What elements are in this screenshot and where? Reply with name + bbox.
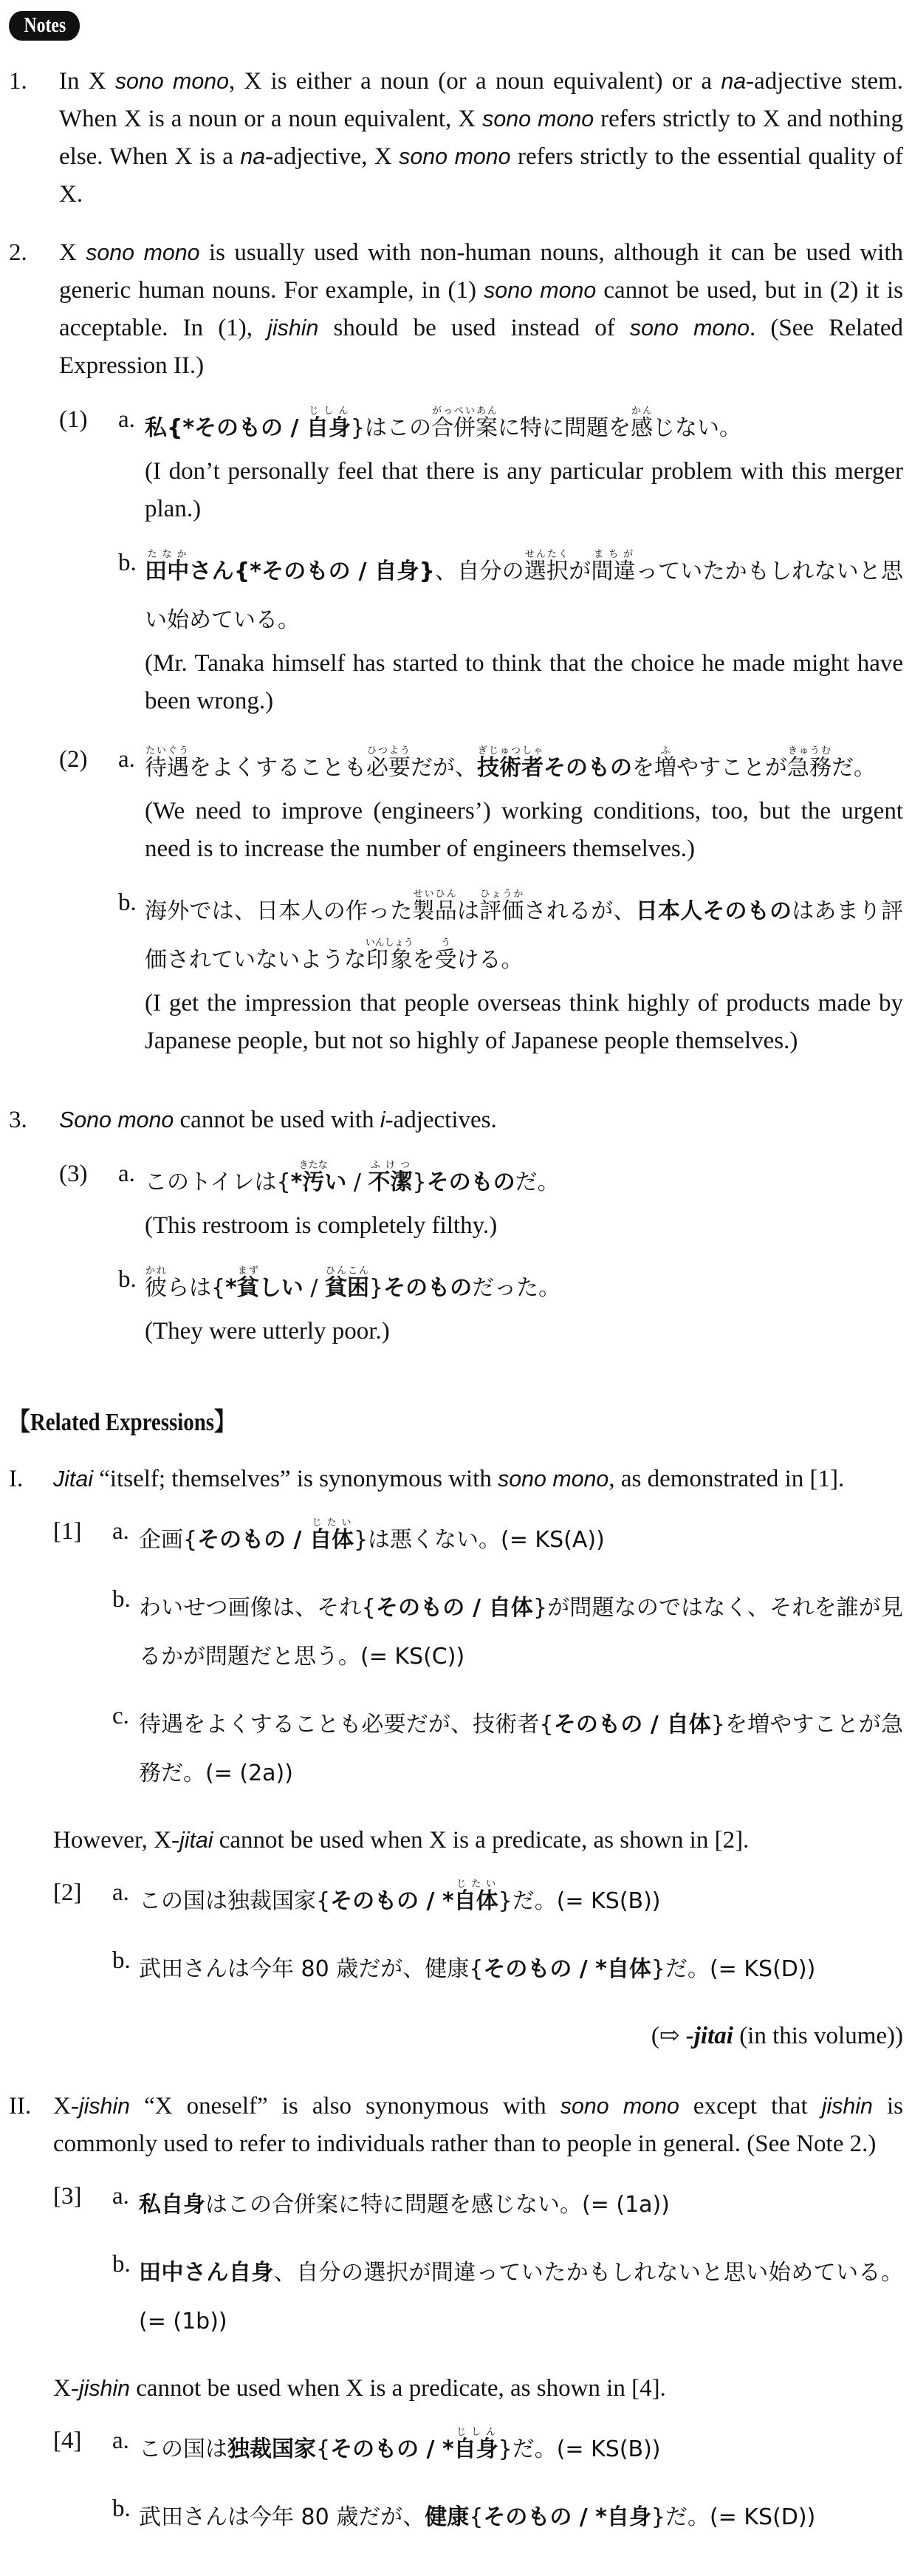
- note-examples: [59, 1155, 903, 1367]
- text-run: 、自分の選択が間違っていたかもしれないと思い始めている。(= (1b)): [139, 2260, 904, 2334]
- furigana: せいひん: [412, 889, 457, 900]
- text-run: はこの合併案に特に問題を感じない。(= (1a)): [205, 2192, 670, 2218]
- text-run: }を増やすことが急務だ。(= (2a)): [139, 1712, 903, 1786]
- example-number: [4]: [53, 2428, 82, 2454]
- english-translation: (I don’t personally feel that there is any particular problem with this merger plan.): [145, 458, 903, 522]
- bold-text: そのもの / 自体: [553, 1712, 711, 1738]
- text-run: -adjectives.: [385, 1107, 497, 1133]
- text-run: , as demonstrated in [1].: [608, 1466, 845, 1492]
- example-letter: b.: [112, 2251, 131, 2278]
- furigana: ひつよう: [366, 745, 411, 756]
- text-run: }: [368, 1275, 384, 1301]
- text-run: わいせつ画像は、それ{: [139, 1595, 376, 1621]
- text-run: is commonly used to refer to individuals rather than to people in general. (See Note 2.): [53, 2093, 904, 2157]
- example-letter: b.: [118, 1266, 137, 1293]
- cross-reference: [53, 2018, 903, 2055]
- text-run: じない。: [653, 415, 741, 441]
- related-text: [53, 2088, 903, 2163]
- example-item: [118, 1261, 903, 1350]
- text-run: 企画{: [139, 1527, 198, 1553]
- example-letter: a.: [112, 1518, 129, 1545]
- text-run: X: [59, 239, 86, 266]
- furigana: ぎじゅつしゃ: [477, 745, 544, 756]
- italic-term: sono mono: [399, 145, 511, 169]
- furigana: まず: [236, 1265, 259, 1277]
- italic-term: sono mono: [498, 1467, 609, 1492]
- note-body: [59, 234, 903, 1081]
- example-content: [139, 2422, 903, 2474]
- text-run: “X oneself” is also synonymous with: [130, 2093, 560, 2119]
- example-content: [139, 1874, 903, 1926]
- italic-term: sono mono: [482, 107, 594, 131]
- note-text: [59, 63, 903, 213]
- bold-text: 私自身: [139, 2192, 205, 2218]
- note-examples: [59, 401, 903, 1076]
- example-item: [112, 2490, 903, 2542]
- italic-term: sono mono: [86, 241, 200, 265]
- text-run: が: [569, 558, 592, 584]
- text-run: should be used instead of: [318, 315, 630, 341]
- japanese-sentence: [139, 2422, 903, 2474]
- english-translation: (We need to improve (engineers’) working conditions, too, but the urgent need is to increase the number of engineers themselves.): [145, 798, 903, 862]
- text-run: }が問題なのではなく、それを誰が見るかが問題だと思う。(= KS(C)): [139, 1595, 903, 1670]
- bold-text: そのもの / *: [330, 2436, 454, 2462]
- text-run: }は悪くない。(= KS(A)): [353, 1527, 605, 1553]
- example-item: [112, 1581, 903, 1681]
- japanese-sentence: [139, 2246, 903, 2346]
- japanese-sentence: [145, 1155, 903, 1207]
- note-item: [9, 234, 903, 1081]
- text-run: refers strictly to the essential quality of X.: [59, 143, 904, 208]
- bold-text: *: [290, 1169, 303, 1195]
- related-expression: [9, 1460, 903, 2074]
- text-run: -adjective, X: [265, 143, 400, 170]
- related-examples: [53, 2422, 903, 2558]
- text-run: X-: [53, 2093, 79, 2119]
- furigana: きゅうむ: [787, 745, 832, 756]
- text-run: この国は: [139, 2436, 227, 2462]
- furigana: う: [434, 937, 457, 949]
- text-run: /: [303, 1275, 325, 1301]
- note-number: 2.: [9, 239, 27, 266]
- related-note: [53, 2370, 903, 2408]
- furigana: ふけつ: [368, 1160, 413, 1171]
- text-run: , X is either a noun (or a noun equivalent) or a: [229, 68, 721, 95]
- bold-text: そのもの /: [197, 1527, 309, 1553]
- notes-badge: Notes: [9, 11, 80, 41]
- text-run: だった。: [472, 1275, 561, 1301]
- ruby-text: 自身じしん: [306, 406, 351, 441]
- ruby-text: 自体じたい: [309, 1517, 354, 1553]
- ruby-text: 不潔ふけつ: [368, 1160, 413, 1195]
- ruby-text: 貧まず: [236, 1265, 259, 1301]
- japanese-sentence: [145, 884, 903, 985]
- example-item: [112, 1942, 903, 1994]
- ruby-text: 合併案がっぺいあん: [431, 406, 498, 441]
- japanese-sentence: [145, 401, 903, 453]
- example-items: [118, 401, 903, 737]
- example-items: [112, 1513, 903, 1814]
- furigana: たなか: [145, 549, 190, 560]
- note-body: [59, 1101, 903, 1371]
- text-run: されるが、: [524, 898, 636, 924]
- text-run: だ。: [832, 755, 876, 781]
- japanese-sentence: [139, 1698, 903, 1798]
- example-letter: b.: [118, 550, 137, 576]
- text-run: refers strictly to X and nothing else. When X is a: [59, 106, 903, 170]
- ruby-text: 印象いんしょう: [365, 937, 414, 973]
- text-run: X-: [53, 2375, 79, 2402]
- text-run: はあまり評価されていないような: [145, 898, 904, 973]
- text-run: を: [632, 755, 654, 781]
- bold-text: 田中さん自身: [139, 2260, 274, 2286]
- japanese-sentence: [139, 2178, 903, 2230]
- furigana: ひんこん: [324, 1265, 369, 1277]
- text-run: except that: [679, 2093, 822, 2119]
- japanese-sentence: [139, 1513, 903, 1565]
- example-letter: b.: [118, 889, 137, 916]
- italic-term: jishin: [821, 2094, 873, 2119]
- ruby-text: 急務きゅうむ: [787, 745, 832, 781]
- example-group: [53, 1874, 903, 2010]
- ruby-text: 選択せんたく: [524, 549, 569, 584]
- ruby-text: 彼かれ: [145, 1265, 167, 1301]
- example-content: [139, 2490, 903, 2542]
- italic-term: sono mono: [114, 69, 229, 94]
- furigana: じしん: [453, 2427, 498, 2438]
- bold-text: い: [324, 1169, 347, 1195]
- text-run: }: [412, 1169, 427, 1195]
- bold-text: そのもの: [383, 1275, 473, 1301]
- example-item: [112, 1513, 903, 1565]
- text-run: やすことが: [676, 755, 787, 781]
- bold-text: *: [225, 1275, 237, 1301]
- text-run: 武田さんは今年 80 歳だが、健康{: [139, 1956, 484, 1982]
- related-body: [53, 2088, 903, 2563]
- example-content: [139, 2246, 903, 2346]
- bold-text: 独裁国家: [227, 2436, 316, 2462]
- text-run: 海外では、日本人の作った: [145, 898, 413, 924]
- text-run: を: [412, 947, 435, 973]
- example-number: (3): [59, 1161, 88, 1187]
- ruby-text: 評価ひょうか: [479, 889, 524, 924]
- example-number: [1]: [53, 1518, 82, 1545]
- text-run: }はこの: [350, 415, 431, 441]
- text-run: ける。: [456, 947, 524, 973]
- example-letter: b.: [112, 1586, 131, 1613]
- bold-text: {*そのもの /: [167, 415, 306, 441]
- note-number: 3.: [9, 1107, 27, 1133]
- example-content: [145, 544, 903, 720]
- ruby-text: 汚きたな: [298, 1160, 328, 1195]
- text-run: {: [469, 2504, 484, 2530]
- example-item: [112, 1698, 903, 1798]
- bold-text: 私: [145, 415, 167, 441]
- italic-term: na: [240, 145, 266, 169]
- japanese-sentence: [139, 1581, 903, 1681]
- furigana: ふ: [654, 745, 676, 756]
- text-run: cannot be used with: [174, 1107, 380, 1133]
- example-content: [145, 1261, 903, 1350]
- example-items: [112, 2178, 903, 2363]
- text-run: だが、: [411, 755, 477, 781]
- example-content: [139, 1698, 903, 1798]
- italic-term: Sono mono: [59, 1108, 174, 1132]
- english-translation: (They were utterly poor.): [145, 1318, 390, 1345]
- furigana: いんしょう: [365, 937, 414, 949]
- text-run: 、自分の: [434, 558, 524, 584]
- example-letter: a.: [118, 406, 135, 433]
- english-translation: (Mr. Tanaka himself has started to think that the choice he made might have been wrong.): [145, 650, 903, 714]
- text-run: cannot be used when X is a predicate, as shown in [2].: [213, 1827, 750, 1854]
- italic-term: jishin: [267, 316, 319, 341]
- related-body: [53, 1460, 903, 2074]
- ruby-text: 貧困ひんこん: [324, 1265, 369, 1301]
- ruby-text: 必要ひつよう: [366, 745, 411, 781]
- example-letter: a.: [118, 1161, 135, 1187]
- example-item: [112, 2246, 903, 2346]
- text-run: -adjective stem. When X is a noun or a noun equivalent, X: [59, 68, 903, 132]
- text-run: に特に問題を: [498, 415, 631, 441]
- italic-term: jishin: [78, 2377, 131, 2401]
- furigana: がっぺいあん: [431, 406, 498, 417]
- bold-text: 日本人そのもの: [635, 898, 792, 924]
- related-examples: [53, 1874, 903, 2010]
- example-item: [112, 2178, 903, 2230]
- furigana: ひょうか: [479, 889, 524, 900]
- example-item: [118, 884, 903, 1060]
- text-run: 武田さんは今年 80 歳だが、: [139, 2504, 425, 2530]
- related-expressions-title: 【Related Expressions】: [9, 1409, 236, 1436]
- xref-rest: (in this volume)): [733, 2023, 903, 2049]
- example-group: [59, 1155, 903, 1367]
- bold-text: そのもの: [426, 1169, 515, 1195]
- furigana: じたい: [453, 1879, 498, 1890]
- japanese-sentence: [145, 544, 903, 645]
- xref-term: -jitai: [685, 2023, 733, 2049]
- example-number: [3]: [53, 2183, 82, 2210]
- ruby-text: 自身じしん: [453, 2427, 498, 2462]
- ruby-text: 自体じたい: [453, 1879, 498, 1914]
- italic-term: sono mono: [629, 316, 750, 341]
- japanese-sentence: [145, 1261, 903, 1313]
- example-items: [118, 1155, 903, 1367]
- furigana: せんたく: [524, 549, 569, 560]
- bold-text: そのもの / *自体: [483, 1956, 651, 1982]
- notes-list: [9, 63, 903, 1371]
- italic-term: i: [380, 1108, 385, 1132]
- text-run: cannot be used, but in (2) it is acceptable. In (1),: [59, 277, 904, 341]
- xref-open: (: [651, 2023, 659, 2049]
- example-content: [139, 1513, 903, 1565]
- furigana: きたな: [298, 1160, 328, 1171]
- example-group: [59, 401, 903, 737]
- example-items: [118, 741, 903, 1076]
- italic-term: sono mono: [484, 279, 597, 303]
- japanese-sentence: [139, 1942, 903, 1994]
- furigana: たいぐう: [145, 745, 189, 756]
- example-letter: b.: [112, 2495, 131, 2522]
- example-number: (1): [59, 406, 88, 433]
- bold-text: さん: [189, 558, 234, 584]
- ruby-text: 田中たなか: [145, 549, 190, 584]
- example-content: [145, 884, 903, 1060]
- example-content: [139, 2178, 903, 2230]
- example-letter: c.: [112, 1703, 129, 1729]
- japanese-sentence: [139, 1874, 903, 1926]
- text-run: }だ。(= KS(B)): [498, 1888, 661, 1914]
- example-letter: a.: [112, 2428, 129, 2454]
- text-run: は: [456, 898, 480, 924]
- bold-text: 健康: [425, 2504, 470, 2530]
- furigana: まちが: [591, 549, 636, 560]
- ruby-text: 製品せいひん: [412, 889, 457, 924]
- bold-text: そのもの / *自身: [483, 2504, 651, 2530]
- bold-text: そのもの / *: [330, 1888, 454, 1914]
- text-run: is usually used with non-human nouns, although it can be used with generic human nouns. For example, in (1): [59, 239, 903, 304]
- example-content: [145, 1155, 903, 1245]
- text-run: . (See Related Expression II.): [59, 315, 904, 379]
- text-run: らは{: [167, 1275, 226, 1301]
- bold-text: しい: [258, 1275, 304, 1301]
- text-run: /: [346, 1169, 368, 1195]
- italic-term: jishin: [78, 2094, 131, 2119]
- furigana: かん: [631, 406, 653, 417]
- bold-text: そのもの: [544, 755, 632, 781]
- ruby-text: 待遇たいぐう: [145, 745, 189, 781]
- note-number: 1.: [9, 68, 27, 95]
- ruby-text: 間違まちが: [591, 549, 636, 584]
- related-expression: [9, 2088, 903, 2563]
- italic-term: jitai: [179, 1828, 213, 1853]
- example-items: [112, 1874, 903, 2010]
- note-item: [9, 1101, 903, 1371]
- furigana: じたい: [309, 1517, 354, 1528]
- note-text: [59, 234, 903, 385]
- text-run: “itself; themselves” is synonymous with: [93, 1466, 498, 1492]
- example-items: [112, 2422, 903, 2558]
- furigana: じしん: [306, 406, 351, 417]
- bold-text: {*そのもの / 自身}: [233, 558, 435, 584]
- related-note: [53, 1822, 903, 1859]
- text-run: {: [316, 2436, 331, 2462]
- example-item: [118, 1155, 903, 1245]
- ruby-text: 感かん: [631, 406, 653, 441]
- related-number: II.: [9, 2093, 32, 2119]
- example-group: [59, 741, 903, 1076]
- japanese-sentence: [145, 741, 903, 793]
- example-group: [53, 1513, 903, 1814]
- text-run: }だ。(= KS(D)): [651, 2504, 816, 2530]
- note-body: [59, 63, 903, 213]
- example-content: [145, 401, 903, 528]
- italic-term: Jitai: [53, 1467, 93, 1492]
- related-number: I.: [9, 1466, 24, 1492]
- example-number: (2): [59, 746, 88, 773]
- example-group: [53, 2178, 903, 2363]
- example-number: [2]: [53, 1879, 82, 1906]
- english-translation: (I get the impression that people overseas think highly of products made by Japanese people, but not so highly of Japanese people themselves.): [145, 990, 903, 1054]
- example-content: [145, 741, 903, 868]
- example-item: [118, 401, 903, 528]
- related-examples: [53, 1513, 903, 1814]
- example-item: [118, 741, 903, 868]
- furigana: かれ: [145, 1265, 167, 1277]
- bold-text: そのもの / 自体: [375, 1595, 533, 1621]
- english-translation: (This restroom is completely filthy.): [145, 1212, 498, 1239]
- example-item: [112, 1874, 903, 1926]
- text-run: 待遇をよくすることも必要だが、技術者{: [139, 1712, 554, 1738]
- related-expressions-list: [9, 1460, 903, 2563]
- text-run: だ。: [515, 1169, 560, 1195]
- ruby-text: 技術者ぎじゅつしゃ: [477, 745, 544, 781]
- ruby-text: 受う: [434, 937, 457, 973]
- ruby-text: 増ふ: [654, 745, 676, 781]
- arrow-icon: ⇨: [659, 2023, 686, 2049]
- note-item: [9, 63, 903, 213]
- italic-term: na: [721, 69, 747, 94]
- text-run: をよくすることも: [189, 755, 366, 781]
- text-run: このトイレは{: [145, 1169, 291, 1195]
- related-examples: [53, 2178, 903, 2363]
- example-letter: b.: [112, 1947, 131, 1974]
- text-run: }だ。(= KS(D)): [651, 1956, 816, 1982]
- italic-term: sono mono: [560, 2094, 679, 2119]
- example-group: [53, 2422, 903, 2558]
- example-letter: a.: [112, 1879, 129, 1906]
- text-run: cannot be used when X is a predicate, as shown in [4].: [130, 2375, 666, 2402]
- text-run: この国は独裁国家{: [139, 1888, 331, 1914]
- text-run: }だ。(= KS(B)): [498, 2436, 661, 2462]
- example-item: [112, 2422, 903, 2474]
- note-text: [59, 1101, 903, 1139]
- related-text: [53, 1460, 903, 1498]
- example-letter: a.: [118, 746, 135, 773]
- text-run: However, X-: [53, 1827, 179, 1854]
- example-letter: a.: [112, 2183, 129, 2210]
- text-run: っていたかもしれないと思い始めている。: [145, 558, 904, 633]
- example-content: [139, 1942, 903, 1994]
- text-run: In X: [59, 68, 115, 95]
- japanese-sentence: [139, 2490, 903, 2542]
- example-content: [139, 1581, 903, 1681]
- example-item: [118, 544, 903, 720]
